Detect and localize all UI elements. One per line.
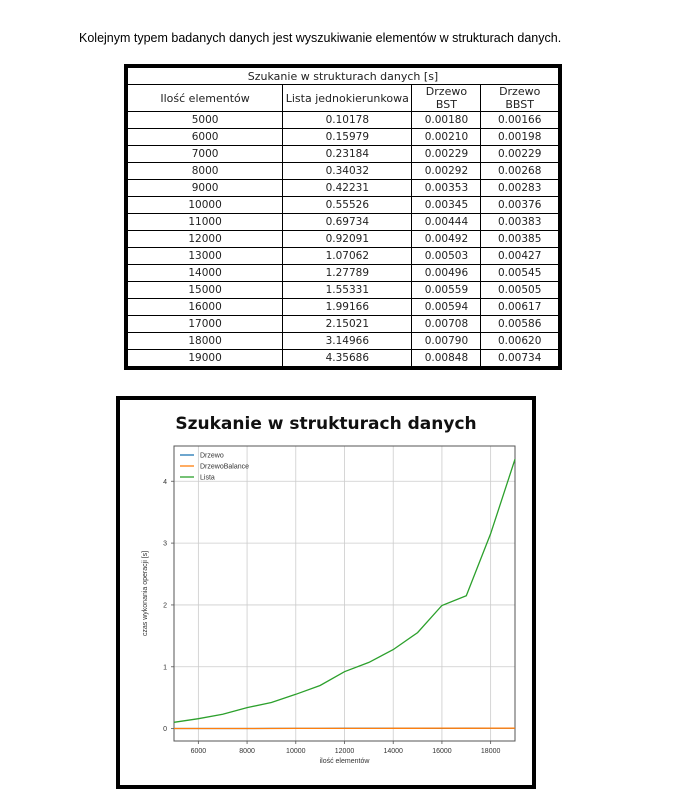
table-cell: 0.34032 <box>283 163 412 180</box>
table-cell: 0.00229 <box>481 146 559 163</box>
table-row <box>128 231 559 248</box>
table-cell: 0.00545 <box>481 265 559 282</box>
table-cell: 16000 <box>128 299 283 316</box>
table-cell: 0.00166 <box>481 112 559 129</box>
table-cell: 1.55331 <box>283 282 412 299</box>
table-cell: 0.00503 <box>412 248 481 265</box>
x-tick-label: 18000 <box>480 748 501 755</box>
table-cell: 0.42231 <box>283 180 412 197</box>
column-header-list: Lista jednokierunkowa <box>283 85 412 112</box>
table-cell: 0.23184 <box>283 146 412 163</box>
table-cell: 0.00444 <box>412 214 481 231</box>
chart-frame <box>116 396 536 789</box>
table-cell: 0.10178 <box>283 112 412 129</box>
y-tick-label: 1 <box>163 664 167 672</box>
column-header-bst: Drzewo BST <box>412 85 481 112</box>
table-cell: 0.00180 <box>412 112 481 129</box>
table-cell: 15000 <box>128 282 283 299</box>
table-cell: 8000 <box>128 163 283 180</box>
table-cell: 0.00620 <box>481 333 559 350</box>
table-cell: 1.07062 <box>283 248 412 265</box>
column-header-bbst: Drzewo BBST <box>481 85 559 112</box>
legend-label: DrzewoBalance <box>200 463 250 471</box>
x-tick-label: 16000 <box>432 748 452 755</box>
x-axis-label: ilość elementów <box>319 758 370 765</box>
line-chart <box>120 400 532 785</box>
table-cell: 7000 <box>128 146 283 163</box>
table-row <box>128 146 559 163</box>
table-cell: 9000 <box>128 180 283 197</box>
table-body <box>128 112 559 367</box>
table-cell: 19000 <box>128 350 283 367</box>
table-cell: 0.00586 <box>481 316 559 333</box>
intro-paragraph: Kolejnym typem badanych danych jest wyszukiwanie elementów w strukturach danych. <box>79 31 562 45</box>
table-cell: 1.27789 <box>283 265 412 282</box>
x-tick-label: 6000 <box>190 748 207 755</box>
table-row <box>128 163 559 180</box>
table-cell: 0.00283 <box>481 180 559 197</box>
table-cell: 12000 <box>128 231 283 248</box>
table-cell: 13000 <box>128 248 283 265</box>
table-cell: 0.00617 <box>481 299 559 316</box>
table-cell: 0.92091 <box>283 231 412 248</box>
chart-title: Szukanie w strukturach danych <box>175 414 477 434</box>
table-row <box>128 214 559 231</box>
table-cell: 18000 <box>128 333 283 350</box>
table-cell: 0.00292 <box>412 163 481 180</box>
table-cell: 0.00198 <box>481 129 559 146</box>
table-cell: 6000 <box>128 129 283 146</box>
table-cell: 0.00594 <box>412 299 481 316</box>
table-cell: 17000 <box>128 316 283 333</box>
table-cell: 0.00268 <box>481 163 559 180</box>
y-tick-label: 3 <box>163 540 167 548</box>
x-tick-label: 10000 <box>286 748 306 755</box>
table-caption: Szukanie w strukturach danych [s] <box>128 68 559 85</box>
table-cell: 4.35686 <box>283 350 412 367</box>
table-row <box>128 299 559 316</box>
table-cell: 0.00210 <box>412 129 481 146</box>
table-cell: 0.00353 <box>412 180 481 197</box>
x-tick-label: 14000 <box>383 748 403 755</box>
table-row <box>128 350 559 367</box>
table-cell: 0.69734 <box>283 214 412 231</box>
table-cell: 0.00492 <box>412 231 481 248</box>
table-cell: 10000 <box>128 197 283 214</box>
table-cell: 11000 <box>128 214 283 231</box>
y-axis-label: czas wykonania operacji [s] <box>142 550 149 637</box>
x-tick-label: 12000 <box>334 748 355 755</box>
table-cell: 0.00734 <box>481 350 559 367</box>
table-cell: 0.00505 <box>481 282 559 299</box>
table-cell: 3.14966 <box>283 333 412 350</box>
table-cell: 0.00708 <box>412 316 481 333</box>
table-cell: 14000 <box>128 265 283 282</box>
table-cell: 0.00376 <box>481 197 559 214</box>
table-cell: 0.55526 <box>283 197 412 214</box>
x-tick-label: 8000 <box>239 748 255 755</box>
table-row <box>128 265 559 282</box>
y-tick-label: 4 <box>163 478 167 486</box>
table-row <box>128 197 559 214</box>
table-row <box>128 180 559 197</box>
table-cell: 0.00345 <box>412 197 481 214</box>
table-cell: 1.99166 <box>283 299 412 316</box>
table-cell: 0.00848 <box>412 350 481 367</box>
table-cell: 0.00383 <box>481 214 559 231</box>
table-cell: 0.15979 <box>283 129 412 146</box>
table-row <box>128 248 559 265</box>
y-tick-label: 0 <box>163 726 167 734</box>
table-row <box>128 333 559 350</box>
column-header-count: Ilość elementów <box>128 85 283 112</box>
legend-label: Lista <box>200 474 215 482</box>
table-cell: 0.00427 <box>481 248 559 265</box>
table-row <box>128 316 559 333</box>
table-row <box>128 112 559 129</box>
y-tick-label: 2 <box>163 602 167 610</box>
results-table <box>124 64 562 370</box>
table-cell: 2.15021 <box>283 316 412 333</box>
table-cell: 0.00385 <box>481 231 559 248</box>
table-cell: 5000 <box>128 112 283 129</box>
table-cell: 0.00559 <box>412 282 481 299</box>
table-row <box>128 282 559 299</box>
table-cell: 0.00496 <box>412 265 481 282</box>
table-cell: 0.00790 <box>412 333 481 350</box>
legend-label: Drzewo <box>200 452 224 460</box>
table-cell: 0.00229 <box>412 146 481 163</box>
table-row <box>128 129 559 146</box>
